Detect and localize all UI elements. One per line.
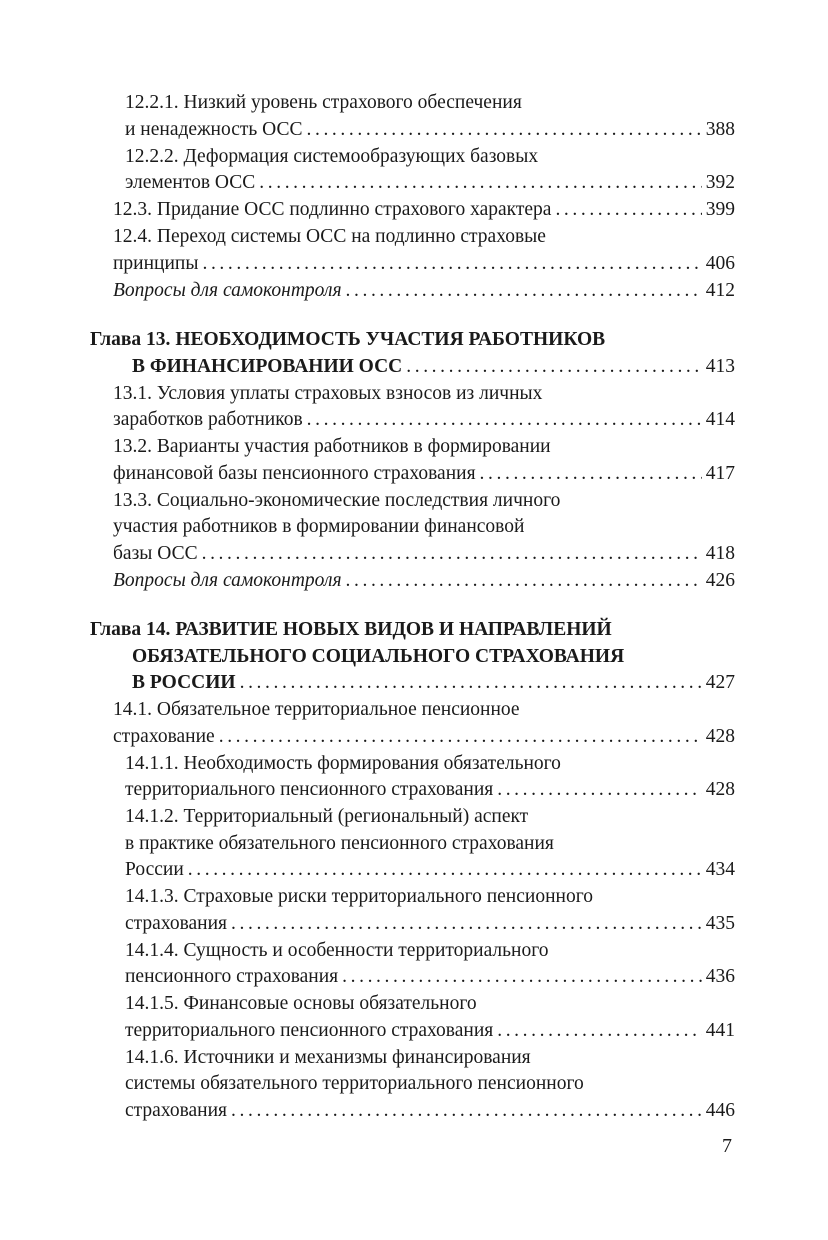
toc-page-number: 412 [705,279,735,301]
dot-leader [406,354,702,381]
toc-entry-text: страхования [125,912,228,934]
toc-page-number: 392 [705,172,735,193]
toc-page-number: 426 [705,569,735,591]
dot-leader [555,197,701,224]
toc-entry-text: заработков работников [113,409,303,430]
toc-page-number: 406 [705,252,735,274]
toc-entry-text: 12.3. Придание ОСС подлинно страхового характера [113,199,552,220]
toc-entry-12-3[interactable] [113,197,735,224]
toc-entry-text: 14.1.1. Необходимость формирования обязательного [125,752,561,774]
dot-leader [202,541,702,568]
toc-entry-14-1-4[interactable] [125,938,735,991]
toc-entry-text: 14.1.2. Территориальный (региональный) аспект [125,806,529,827]
chapter-title: РАЗВИТИЕ НОВЫХ ВИДОВ И НАПРАВЛЕНИЙ [175,619,612,640]
dot-leader [480,461,702,488]
toc-entry-text: принципы [113,252,199,274]
toc-entry-text: страхование [113,725,215,747]
dot-leader [346,568,702,595]
dot-leader [307,117,702,144]
dot-leader [497,1018,702,1045]
toc-entry-12-2-2[interactable] [125,144,735,197]
toc-page-number: 441 [705,1019,735,1041]
table-of-contents [0,90,828,1124]
toc-entry-text: Вопросы для самоконтроля [113,279,342,301]
chapter-title: В ФИНАНСИРОВАНИИ ОСС [132,355,403,377]
toc-entry-text: 14.1.5. Финансовые основы обязательного [125,993,477,1014]
dot-leader [188,857,702,884]
toc-entry-text: территориального пенсионного страхования [125,1019,494,1041]
toc-entry-14-1[interactable] [113,697,735,750]
toc-entry-text: территориального пенсионного страхования [125,779,494,800]
toc-entry-14-1-6[interactable] [125,1045,735,1125]
toc-entry-14-1-3[interactable] [125,884,735,937]
toc-page-number: 413 [705,355,735,377]
toc-entry-text: 14.1. Обязательное территориальное пенсионное [113,699,520,720]
toc-entry-text: 14.1.6. Источники и механизмы финансирования [125,1046,531,1068]
toc-entry-text: 13.1. Условия уплаты страховых взносов из личных [113,382,543,404]
chapter-prefix: Глава 13. [90,329,171,350]
toc-entry-text: элементов ОСС [125,172,256,193]
toc-entry-text: 14.1.4. Сущность и особенности территориального [125,939,549,961]
dot-leader [346,278,702,305]
toc-entry-text: 13.2. Варианты участия работников в формировании [113,436,551,457]
toc-entry-text: Вопросы для самоконтроля [113,569,342,591]
dot-leader [231,1098,702,1125]
toc-page-number: 418 [705,542,735,564]
toc-entry-text: участия работников в формировании финансовой [113,516,525,537]
dot-leader [497,777,702,804]
toc-chapter-14[interactable] [90,617,735,697]
toc-entry-text: и ненадежность ОСС [125,118,303,140]
toc-entry-text: страхования [125,1099,228,1121]
toc-entry-14-1-1[interactable] [125,751,735,804]
toc-entry-text: 14.1.3. Страховые риски территориального пенсионного [125,886,593,907]
dot-leader [259,170,701,197]
toc-page-number: 436 [705,966,735,987]
toc-chapter-13[interactable] [90,327,735,380]
dot-leader [240,670,702,697]
toc-page-number: 435 [705,912,735,934]
toc-page-number: 417 [705,462,735,484]
toc-entry-14-1-5[interactable] [125,991,735,1044]
toc-entry-text: 12.2.2. Деформация системообразующих базовых [125,145,539,167]
chapter-title: В РОССИИ [132,672,236,693]
toc-entry-text: финансовой базы пенсионного страхования [113,462,476,484]
toc-page-number: 399 [705,199,735,220]
chapter-title: НЕОБХОДИМОСТЬ УЧАСТИЯ РАБОТНИКОВ [175,329,606,350]
toc-page-number: 414 [705,409,735,430]
dot-leader [307,407,702,434]
toc-page-number: 428 [705,725,735,747]
toc-entry-text: 12.4. Переход системы ОСС на подлинно страховые [113,226,546,247]
dot-leader [231,911,702,938]
toc-entry-text: 12.2.1. Низкий уровень страхового обеспечения [125,92,522,113]
toc-page-number: 428 [705,779,735,800]
toc-entry-13-3[interactable] [113,488,735,568]
chapter-prefix: Глава 14. [90,619,171,640]
toc-entry-text: системы обязательного территориального пенсионного [125,1073,584,1094]
toc-entry-text: 13.3. Социально-экономические последствия личного [113,489,561,511]
toc-entry-text: в практике обязательного пенсионного страхования [125,832,554,854]
toc-entry-questions-13[interactable] [113,568,735,595]
toc-entry-text: пенсионного страхования [125,966,339,987]
toc-entry-13-1[interactable] [113,381,735,434]
chapter-title: ОБЯЗАТЕЛЬНОГО СОЦИАЛЬНОГО СТРАХОВАНИЯ [132,645,625,667]
toc-entry-questions-12[interactable] [113,278,735,305]
toc-entry-13-2[interactable] [113,434,735,487]
toc-page-number: 388 [705,118,735,140]
toc-page-number: 446 [705,1099,735,1121]
toc-entry-12-2-1[interactable] [125,90,735,143]
toc-page-number: 427 [705,672,735,693]
toc-entry-text: России [125,859,184,880]
toc-page-number: 434 [705,859,735,880]
page-number: 7 [722,1135,732,1157]
dot-leader [219,724,702,751]
toc-entry-12-4[interactable] [113,224,735,277]
dot-leader [202,251,701,278]
toc-entry-text: базы ОСС [113,542,198,564]
toc-entry-14-1-2[interactable] [125,804,735,884]
dot-leader [342,964,702,991]
